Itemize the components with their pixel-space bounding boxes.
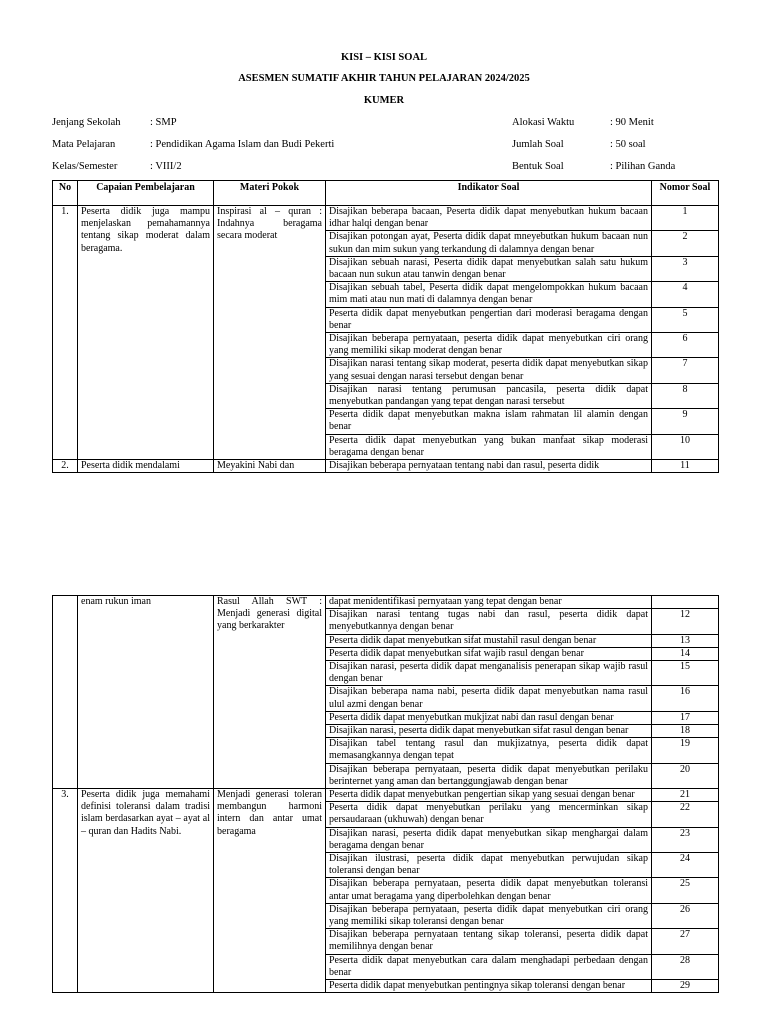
jenjang-value: : SMP xyxy=(150,117,177,128)
table-header-row xyxy=(53,181,719,206)
doc-subtitle: ASESMEN SUMATIF AKHIR TAHUN PELAJARAN 2024/2025 xyxy=(238,73,530,84)
nomor-cell: 25 xyxy=(652,878,719,903)
alokasi-value: : 90 Menit xyxy=(610,117,654,128)
nomor-cell: 11 xyxy=(652,460,719,473)
nomor-cell: 8 xyxy=(652,383,719,408)
indikator-cell: Peserta didik dapat menyebutkan sifat wajib rasul dengan benar xyxy=(326,647,652,660)
indikator-cell: Disajikan tabel tentang rasul dan mukjizatnya, peserta didik dapat memasangkannya dengan tepat xyxy=(326,738,652,763)
indikator-cell: Peserta didik dapat menyebutkan pengertian dari moderasi beragama dengan benar xyxy=(326,307,652,332)
nomor-cell: 13 xyxy=(652,634,719,647)
nomor-cell: 24 xyxy=(652,853,719,878)
indikator-cell: Peserta didik dapat menyebutkan pentingnya sikap toleransi dengan benar xyxy=(326,980,652,993)
nomor-cell: 23 xyxy=(652,827,719,852)
materi-cell: Inspirasi al – quran : Indahnya beragama secara moderat xyxy=(214,206,326,460)
nomor-cell: 9 xyxy=(652,409,719,434)
indikator-cell: Disajikan beberapa pernyataan, peserta didik dapat menyebutkan ciri orang yang memiliki sikap toleransi dengan benar xyxy=(326,903,652,928)
nomor-cell: 16 xyxy=(652,686,719,711)
col-header-no: No xyxy=(53,181,78,206)
indikator-cell: Disajikan beberapa pernyataan, peserta didik dapat menyebutkan ciri orang yang memiliki sikap moderat dengan benar xyxy=(326,333,652,358)
nomor-cell: 3 xyxy=(652,256,719,281)
col-header-materi: Materi Pokok xyxy=(214,181,326,206)
indikator-cell: Disajikan narasi tentang perumusan pancasila, peserta didik dapat menyebutkan pandangan yang tepat dengan narasi tersebut xyxy=(326,383,652,408)
col-header-capaian: Capaian Pembelajaran xyxy=(78,181,214,206)
indikator-cell: Peserta didik dapat menyebutkan pengertian sikap yang sesuai dengan benar xyxy=(326,789,652,802)
indikator-cell: Peserta didik dapat menyebutkan makna islam rahmatan lil alamin dengan benar xyxy=(326,409,652,434)
capaian-cell: enam rukun iman xyxy=(78,596,214,789)
capaian-cell: Peserta didik juga mampu menjelaskan pemahamannya tentang sikap moderat dalam beragama. xyxy=(78,206,214,460)
nomor-cell: 14 xyxy=(652,647,719,660)
nomor-cell: 19 xyxy=(652,738,719,763)
bentuk-value: : Pilihan Ganda xyxy=(610,161,676,172)
jenjang-label: Jenjang Sekolah xyxy=(52,117,121,128)
indikator-cell: Disajikan sebuah tabel, Peserta didik dapat mengelompokkan hukum bacaan mim mati atau nun mati di dalamnya dengan benar xyxy=(326,282,652,307)
nomor-cell: 10 xyxy=(652,434,719,459)
nomor-cell: 15 xyxy=(652,661,719,686)
indikator-cell: Disajikan beberapa pernyataan, peserta didik dapat menyebutkan toleransi antar umat beragama yang diperbolehkan dengan benar xyxy=(326,878,652,903)
row-number xyxy=(53,596,78,789)
nomor-cell: 6 xyxy=(652,333,719,358)
indikator-cell: Peserta didik dapat menyebutkan yang bukan manfaat sikap moderasi beragama dengan benar xyxy=(326,434,652,459)
indikator-cell: Disajikan beberapa pernyataan tentang sikap toleransi, peserta didik dapat memilihnya dengan benar xyxy=(326,929,652,954)
nomor-cell: 29 xyxy=(652,980,719,993)
indikator-cell: Peserta didik dapat menyebutkan cara dalam menghadapi perbedaan dengan benar xyxy=(326,954,652,979)
materi-cell: Meyakini Nabi dan xyxy=(214,460,326,473)
indikator-cell: Peserta didik dapat menyebutkan perilaku yang mencerminkan sikap persaudaraan (ukhuwah) dengan benar xyxy=(326,802,652,827)
indikator-cell: Disajikan narasi tentang sikap moderat, peserta didik dapat menyebutkan sikap yang sesuai dengan narasi tersebut dengan benar xyxy=(326,358,652,383)
mapel-value: : Pendidikan Agama Islam dan Budi Pekerti xyxy=(150,139,335,150)
capaian-cell: Peserta didik juga memahami definisi toleransi dalam tradisi islam berdasarkan ayat – ayat al – quran dan Hadits Nabi. xyxy=(78,789,214,993)
indikator-cell: Disajikan narasi, peserta didik dapat menyebutkan sikap menghargai dalam beragama dengan benar xyxy=(326,827,652,852)
jumlah-value: : 50 soal xyxy=(610,139,646,150)
nomor-cell xyxy=(652,596,719,609)
indikator-cell: dapat menidentifikasi pernyataan yang tepat dengan benar xyxy=(326,596,652,609)
kelas-label: Kelas/Semester xyxy=(52,161,118,172)
nomor-cell: 5 xyxy=(652,307,719,332)
table-row xyxy=(53,206,719,231)
col-header-indikator: Indikator Soal xyxy=(326,181,652,206)
indikator-cell: Disajikan narasi tentang tugas nabi dan rasul, peserta didik dapat menyebutkannya dengan benar xyxy=(326,609,652,634)
indikator-cell: Disajikan ilustrasi, peserta didik dapat menyebutkan perwujudan sikap toleransi dengan benar xyxy=(326,853,652,878)
nomor-cell: 12 xyxy=(652,609,719,634)
doc-title: KISI – KISI SOAL xyxy=(340,52,428,63)
table-row xyxy=(53,789,719,802)
indikator-cell: Disajikan sebuah narasi, Peserta didik dapat menyebutkan salah satu hukum bacaan nun sukun atau tanwin dengan benar xyxy=(326,256,652,281)
indikator-cell: Disajikan potongan ayat, Peserta didik dapat mneyebutkan hukum bacaan nun sukun dan mim sukun yang terkandung di dalamnya dengan benar xyxy=(326,231,652,256)
row-number: 3. xyxy=(53,789,78,993)
nomor-cell: 20 xyxy=(652,763,719,788)
doc-subtitle-kumer: KUMER xyxy=(363,95,405,106)
kisi-table-page1 xyxy=(52,180,719,473)
indikator-cell: Disajikan narasi, peserta didik dapat menyebutkan sifat rasul dengan benar xyxy=(326,725,652,738)
kisi-table-page2 xyxy=(52,595,719,993)
nomor-cell: 18 xyxy=(652,725,719,738)
nomor-cell: 1 xyxy=(652,206,719,231)
table-row xyxy=(53,596,719,609)
indikator-cell: Disajikan beberapa nama nabi, peserta didik dapat menyebutkan nama rasul ulul azmi dengan benar xyxy=(326,686,652,711)
materi-cell: Rasul Allah SWT : Menjadi generasi digital yang berkarakter xyxy=(214,596,326,789)
jumlah-label: Jumlah Soal xyxy=(512,139,564,150)
nomor-cell: 28 xyxy=(652,954,719,979)
indikator-cell: Disajikan beberapa pernyataan, peserta didik dapat menyebutkan perilaku berinternet yang aman dan bertanggungjawab dengan benar xyxy=(326,763,652,788)
mapel-label: Mata Pelajaran xyxy=(52,139,116,150)
nomor-cell: 26 xyxy=(652,903,719,928)
nomor-cell: 21 xyxy=(652,789,719,802)
indikator-cell: Peserta didik dapat menyebutkan sifat mustahil rasul dengan benar xyxy=(326,634,652,647)
alokasi-label: Alokasi Waktu xyxy=(512,117,575,128)
materi-cell: Menjadi generasi toleran membangun harmoni intern dan antar umat beragama xyxy=(214,789,326,993)
nomor-cell: 27 xyxy=(652,929,719,954)
indikator-cell: Disajikan beberapa bacaan, Peserta didik dapat menyebutkan hukum bacaan idhar halqi dengan benar xyxy=(326,206,652,231)
indikator-cell: Peserta didik dapat menyebutkan mukjizat nabi dan rasul dengan benar xyxy=(326,711,652,724)
row-number: 2. xyxy=(53,460,78,473)
bentuk-label: Bentuk Soal xyxy=(512,161,564,172)
capaian-cell: Peserta didik mendalami xyxy=(78,460,214,473)
indikator-cell: Disajikan beberapa pernyataan tentang nabi dan rasul, peserta didik xyxy=(326,460,652,473)
nomor-cell: 2 xyxy=(652,231,719,256)
kelas-value: : VIII/2 xyxy=(150,161,182,172)
table-row xyxy=(53,460,719,473)
nomor-cell: 22 xyxy=(652,802,719,827)
col-header-nomor: Nomor Soal xyxy=(652,181,719,206)
nomor-cell: 17 xyxy=(652,711,719,724)
indikator-cell: Disajikan narasi, peserta didik dapat menganalisis penerapan sikap wajib rasul dengan benar xyxy=(326,661,652,686)
nomor-cell: 7 xyxy=(652,358,719,383)
nomor-cell: 4 xyxy=(652,282,719,307)
row-number: 1. xyxy=(53,206,78,460)
